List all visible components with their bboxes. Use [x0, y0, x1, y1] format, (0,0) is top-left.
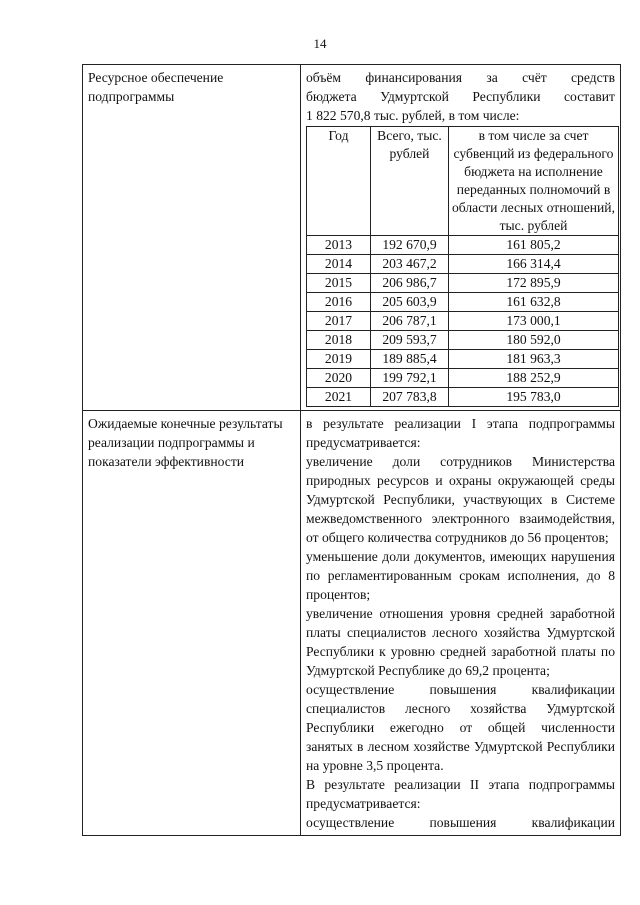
results-paragraph: осуществление повышения квалификации специалистов лесного хозяйства Удмуртской Республики ежегодно от общей численности занятых в лесном хозяйстве Удмуртской Республики на уровне 3,5 процента. — [306, 682, 615, 773]
year-cell: 2019 — [307, 350, 371, 369]
table-row — [307, 293, 619, 312]
results-content-cell — [301, 411, 621, 836]
total-cell: 199 792,1 — [371, 369, 449, 388]
resource-intro-line-1: объём финансирования за счёт средств — [306, 70, 615, 85]
resource-intro-line-2: бюджета Удмуртской Республики составит — [306, 89, 615, 104]
results-label: Ожидаемые конечные результаты реализации подпрограммы и показатели эффективности — [88, 416, 283, 469]
subvention-cell: 172 895,9 — [449, 274, 619, 293]
header-year: Год — [307, 127, 371, 236]
subvention-cell: 181 963,3 — [449, 350, 619, 369]
results-paragraph: увеличение отношения уровня средней заработной платы специалистов лесного хозяйства Удмуртской Республики к уровню средней заработной платы по Удмуртской Республике до 69,2 процента; — [306, 606, 615, 678]
results-paragraph: осуществление повышения квалификации — [306, 815, 615, 830]
table-row — [307, 350, 619, 369]
subvention-cell: 195 783,0 — [449, 388, 619, 407]
total-cell: 206 787,1 — [371, 312, 449, 331]
year-cell: 2013 — [307, 236, 371, 255]
subvention-cell: 161 805,2 — [449, 236, 619, 255]
resource-row — [83, 65, 621, 411]
resource-label: Ресурсное обеспечение подпрограммы — [88, 70, 224, 104]
total-cell: 189 885,4 — [371, 350, 449, 369]
total-cell: 205 603,9 — [371, 293, 449, 312]
subvention-cell: 173 000,1 — [449, 312, 619, 331]
results-paragraph: в результате реализации I этапа подпрограммы предусматривается: — [306, 416, 615, 450]
results-paragraph: В результате реализации II этапа подпрограммы предусматривается: — [306, 777, 615, 811]
total-cell: 206 986,7 — [371, 274, 449, 293]
table-row — [307, 312, 619, 331]
table-row — [307, 255, 619, 274]
total-cell: 192 670,9 — [371, 236, 449, 255]
subvention-cell: 166 314,4 — [449, 255, 619, 274]
year-cell: 2021 — [307, 388, 371, 407]
table-row — [307, 388, 619, 407]
subvention-cell: 180 592,0 — [449, 331, 619, 350]
year-cell: 2016 — [307, 293, 371, 312]
table-row — [307, 369, 619, 388]
passport-table — [82, 64, 621, 836]
subvention-cell: 188 252,9 — [449, 369, 619, 388]
table-row — [307, 274, 619, 293]
year-cell: 2014 — [307, 255, 371, 274]
page-number: 14 — [313, 36, 327, 51]
results-row — [83, 411, 621, 836]
table-row — [307, 236, 619, 255]
total-cell: 207 783,8 — [371, 388, 449, 407]
year-cell: 2017 — [307, 312, 371, 331]
year-cell: 2018 — [307, 331, 371, 350]
header-total: Всего, тыс. рублей — [371, 127, 449, 236]
subvention-cell: 161 632,8 — [449, 293, 619, 312]
results-label-cell — [83, 411, 301, 836]
resource-content-cell — [301, 65, 621, 411]
year-cell: 2020 — [307, 369, 371, 388]
resource-intro-line-3: 1 822 570,8 тыс. рублей, в том числе: — [306, 108, 520, 123]
total-cell: 209 593,7 — [371, 331, 449, 350]
funding-table — [306, 126, 619, 407]
total-cell: 203 467,2 — [371, 255, 449, 274]
results-paragraph: увеличение доли сотрудников Министерства природных ресурсов и охраны окружающей среды Удмуртской Республики, участвующих в Системе межведомственного электронного взаимодействия, от общего количества сотрудников до 56 процентов; — [306, 454, 615, 545]
resource-label-cell — [83, 65, 301, 411]
year-cell: 2015 — [307, 274, 371, 293]
funding-table-header — [307, 127, 619, 236]
table-row — [307, 331, 619, 350]
results-paragraph: уменьшение доли документов, имеющих нарушения по регламентированным срокам исполнения, до 8 процентов; — [306, 549, 615, 602]
header-subvention: в том числе за счет субвенций из федерального бюджета на исполнение переданных полномочий в области лесных отношений, тыс. рублей — [449, 127, 619, 236]
